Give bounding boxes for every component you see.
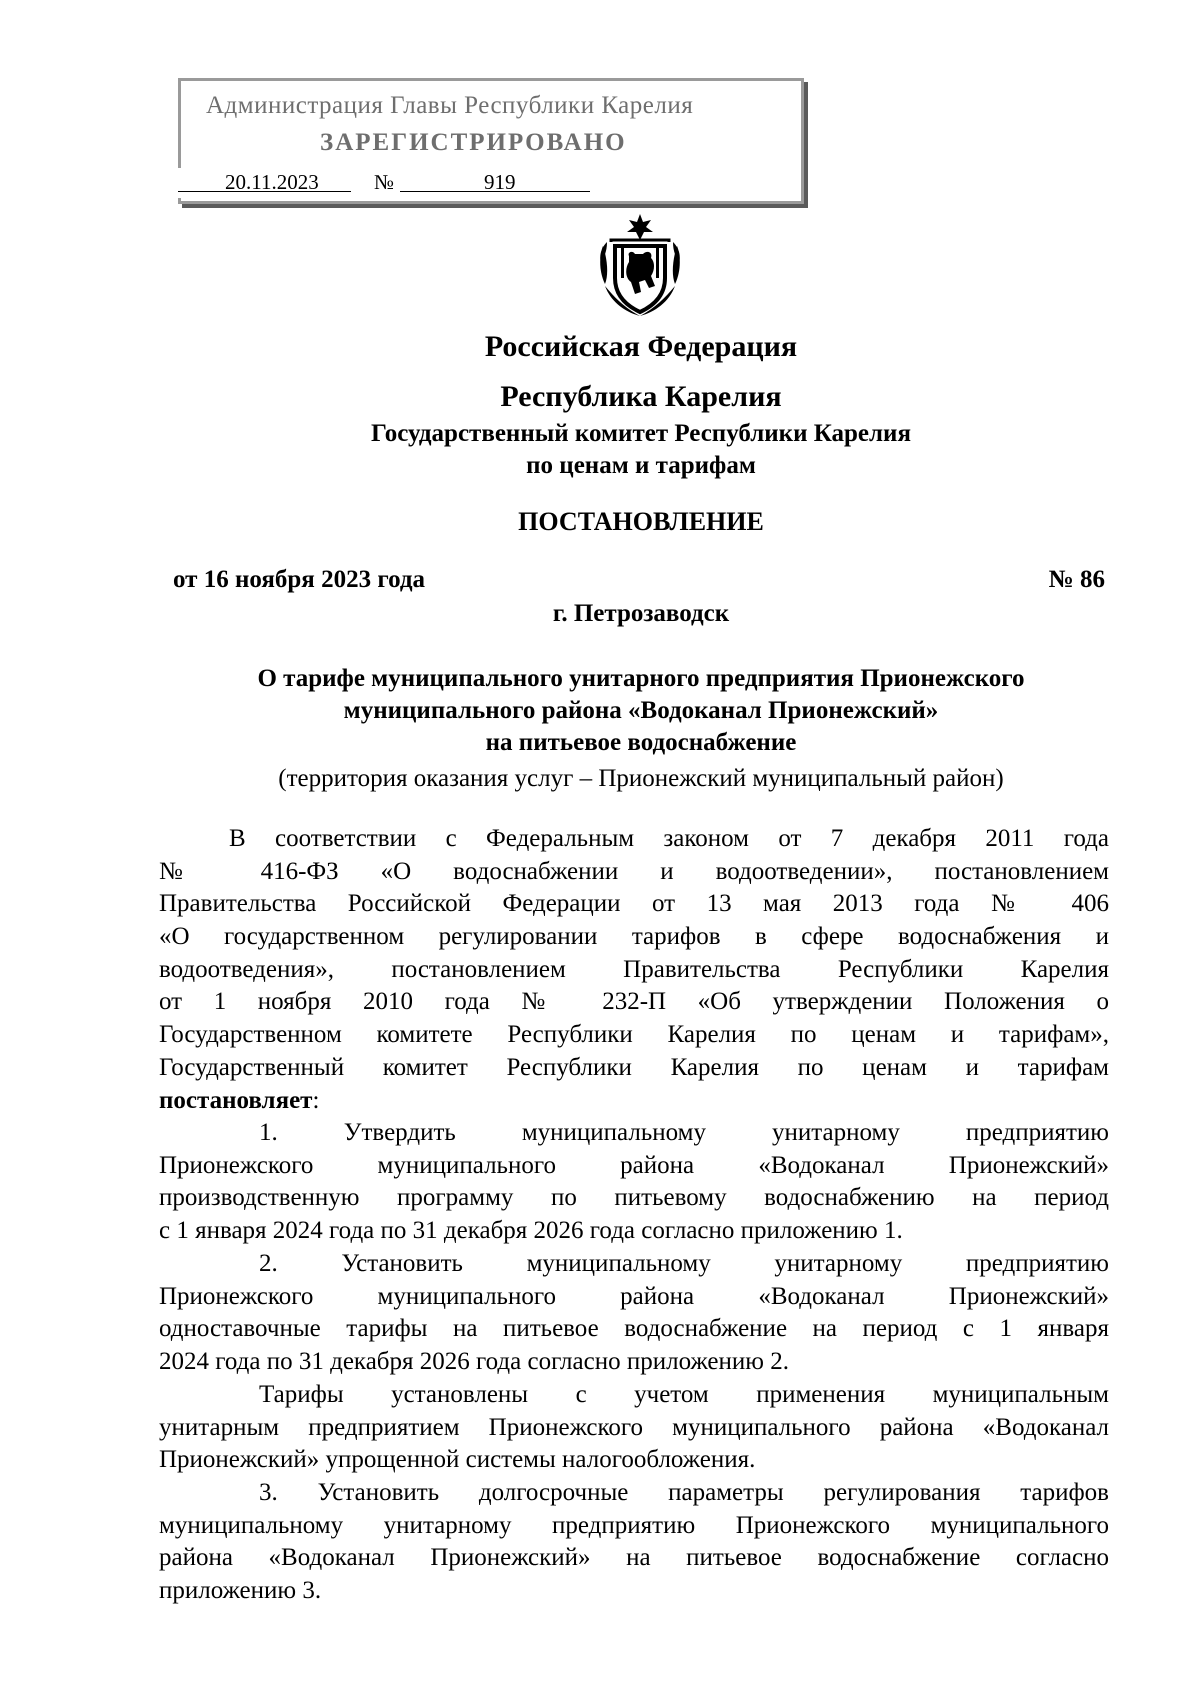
item-1-paragraph (159, 1117, 1109, 1248)
text-line: Прионежского муниципального района «Водоканал Прионежский» (159, 1282, 1109, 1310)
stamp-number: 919 (484, 170, 516, 194)
document-number: № 86 (1048, 566, 1105, 593)
text-line (159, 1085, 1109, 1118)
text-line: Прионежского муниципального района «Водоканал Прионежский» (159, 1151, 1109, 1179)
text-line: с 1 января 2024 года по 31 декабря 2026 года согласно приложению 1. (159, 1217, 903, 1245)
text-line: Государственный комитет Республики Карелия по ценам и тарифам (159, 1053, 1109, 1081)
tax-note-paragraph (159, 1379, 1109, 1477)
text-line: от 1 ноября 2010 года № 232-П «Об утверждении Положения о (159, 988, 1109, 1016)
stamp-number-label: № (374, 170, 395, 194)
resolves-colon: : (312, 1086, 320, 1114)
title-line: на питьевое водоснабжение (485, 729, 797, 756)
text-line: В соответствии с Федеральным законом от 7 декабря 2011 года (229, 825, 1109, 852)
committee-heading: Государственный комитет Республики Карелия (371, 420, 911, 447)
stamp-authority: Администрация Главы Республики Карелия (206, 92, 694, 119)
registration-stamp (178, 78, 802, 202)
stamp-date: 20.11.2023 (225, 170, 319, 194)
text-line: № 416-ФЗ «О водоснабжении и водоотведении», постановлением (159, 857, 1109, 885)
title-line: муниципального района «Водоканал Прионежский» (343, 697, 939, 724)
resolves-keyword: постановляет (159, 1086, 313, 1114)
item-2-paragraph (159, 1248, 1109, 1379)
title-line: О тарифе муниципального унитарного предприятия Прионежского (257, 665, 1025, 692)
republic-heading: Республика Карелия (500, 380, 782, 413)
text-line: одноставочные тарифы на питьевое водоснабжение на период с 1 января (159, 1315, 1109, 1343)
text-line: Прионежский» упрощенной системы налогообложения. (159, 1446, 756, 1474)
text-line: 3. Установить долгосрочные параметры регулирования тарифов (259, 1479, 1109, 1506)
karelia-coat-of-arms-icon (597, 212, 683, 322)
text-line: 2. Установить муниципальному унитарному предприятию (259, 1250, 1109, 1277)
text-line: Тарифы установлены с учетом применения муниципальным (259, 1381, 1109, 1408)
preamble-paragraph (159, 823, 1109, 1117)
text-line: 2024 года по 31 декабря 2026 года согласно приложению 2. (159, 1348, 789, 1376)
text-line: района «Водоканал Прионежский» на питьевое водоснабжение согласно (159, 1544, 1109, 1572)
text-line: унитарным предприятием Прионежского муниципального района «Водоканал (159, 1413, 1109, 1441)
document-type: ПОСТАНОВЛЕНИЕ (518, 507, 764, 536)
text-line: водоотведения», постановлением Правительства Республики Карелия (159, 955, 1109, 983)
stamp-registered: ЗАРЕГИСТРИРОВАНО (320, 129, 627, 156)
country-heading: Российская Федерация (484, 330, 798, 363)
item-3-paragraph (159, 1477, 1109, 1608)
text-line: муниципальному унитарному предприятию Прионежского муниципального (159, 1511, 1109, 1539)
document-city: г. Петрозаводск (552, 600, 730, 627)
document-date: от 16 ноября 2023 года (173, 566, 425, 593)
title-territory: (территория оказания услуг – Прионежский муниципальный район) (278, 765, 1004, 792)
text-line: Государственном комитете Республики Карелия по ценам и тарифам», (159, 1021, 1109, 1049)
text-line: приложению 3. (159, 1577, 322, 1605)
text-line: производственную программу по питьевому водоснабжению на период (159, 1184, 1109, 1212)
committee-heading-line2: по ценам и тарифам (526, 452, 756, 479)
stamp-registration-row (178, 168, 598, 198)
text-line: «О государственном регулировании тарифов в сфере водоснабжения и (159, 923, 1109, 951)
text-line: 1. Утвердить муниципальному унитарному предприятию (259, 1119, 1109, 1146)
text-line: Правительства Российской Федерации от 13 мая 2013 года № 406 (159, 890, 1109, 918)
